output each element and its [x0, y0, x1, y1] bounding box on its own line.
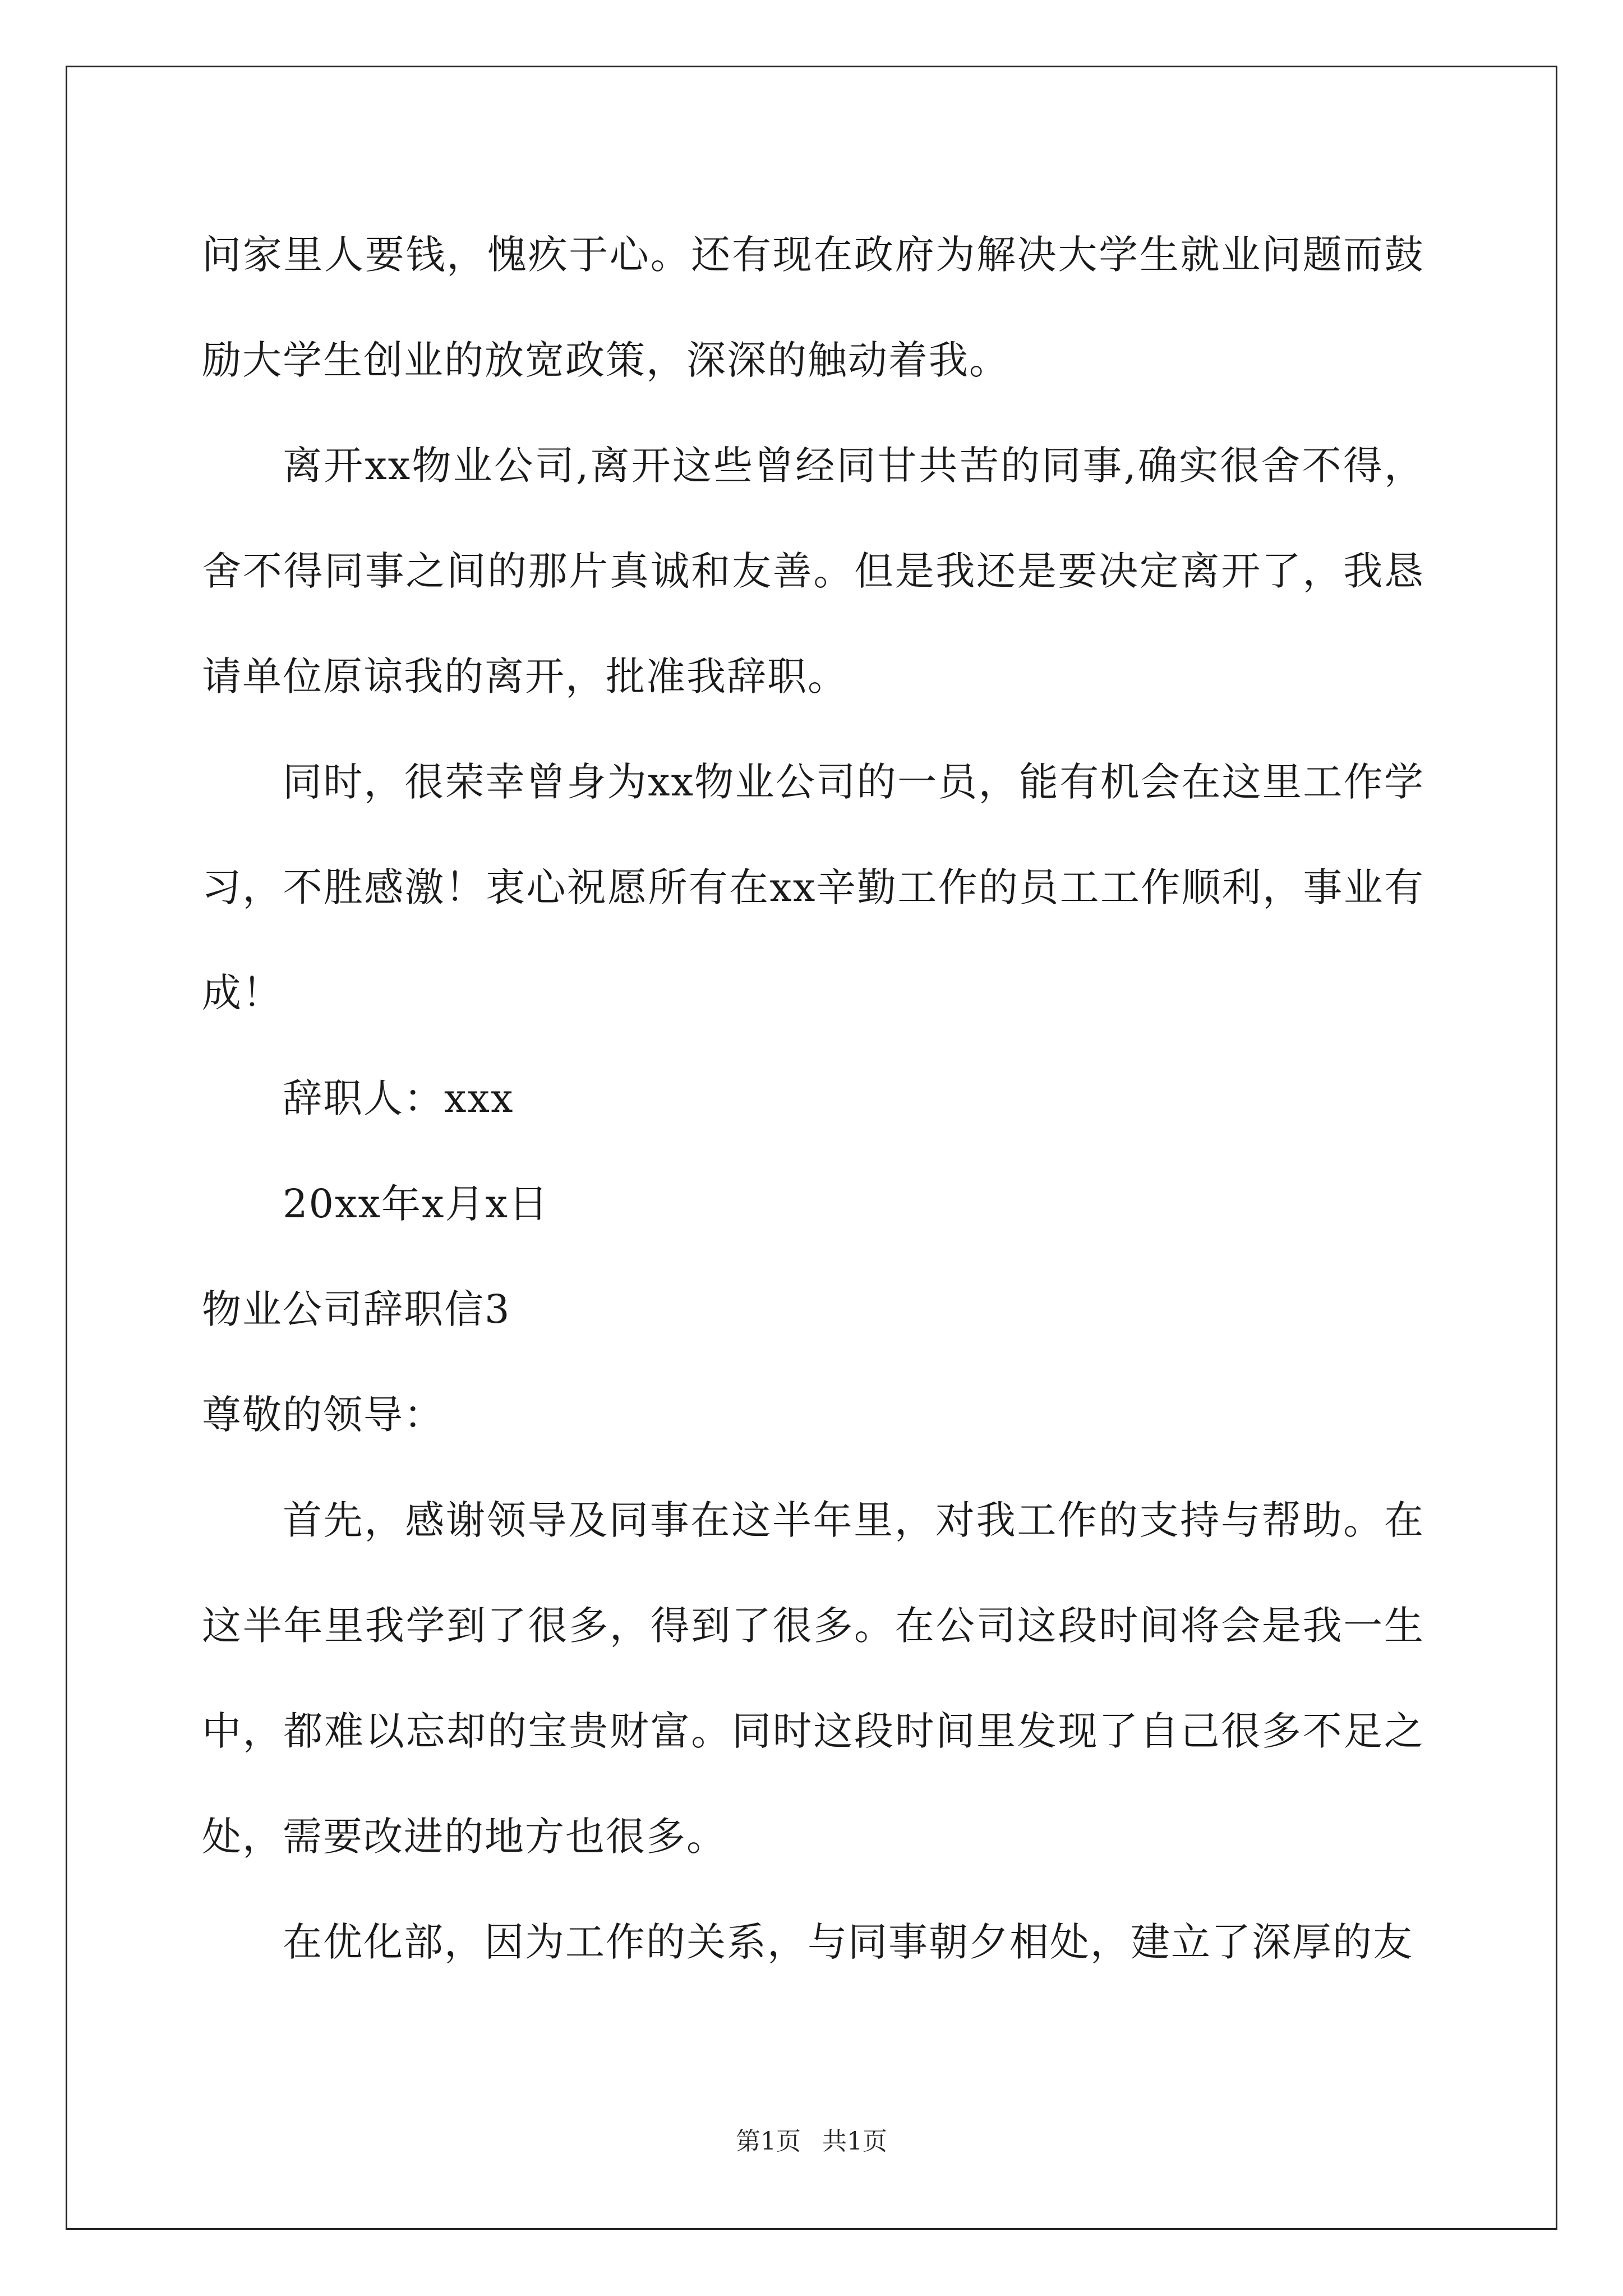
page-number: 第1页: [736, 2127, 801, 2156]
signature-line: 辞职人：xxx: [283, 1075, 514, 1121]
paragraph-thanks: 首先，感谢领导及同事在这半年里，对我工作的支持与帮助。在这半年里我学到了很多，得到了很多。在公司这段时间将会是我一生中，都难以忘却的宝贵财富。同时这段时间里发现了自己很多不足之处，需要改进的地方也很多。: [202, 1497, 1424, 1860]
date-line: 20xx年x月x日: [283, 1181, 549, 1227]
document-body: [202, 202, 1424, 1995]
paragraph-continuation: 问家里人要钱，愧疚于心。还有现在政府为解决大学生就业问题而鼓励大学生创业的放宽政策，深深的触动着我。: [202, 232, 1424, 383]
paragraph-optimization-dept: 在优化部，因为工作的关系，与同事朝夕相处，建立了深厚的友: [283, 1919, 1413, 1965]
paragraph-gratitude: 同时，很荣幸曾身为xx物业公司的一员，能有机会在这里工作学习，不胜感激！衷心祝愿所有在xx辛勤工作的员工工作顺利，事业有成！: [202, 759, 1425, 1016]
section-title: 物业公司辞职信3: [202, 1286, 511, 1332]
paragraph-leaving-company: 离开xx物业公司,离开这些曾经同甘共苦的同事,确实很舍不得，舍不得同事之间的那片真诚和友善。但是我还是要决定离开了，我恳请单位原谅我的离开，批准我辞职。: [202, 443, 1424, 700]
salutation: 尊敬的领导：: [202, 1392, 444, 1438]
page-footer: [0, 2125, 1623, 2159]
page-total: 共1页: [822, 2127, 887, 2156]
